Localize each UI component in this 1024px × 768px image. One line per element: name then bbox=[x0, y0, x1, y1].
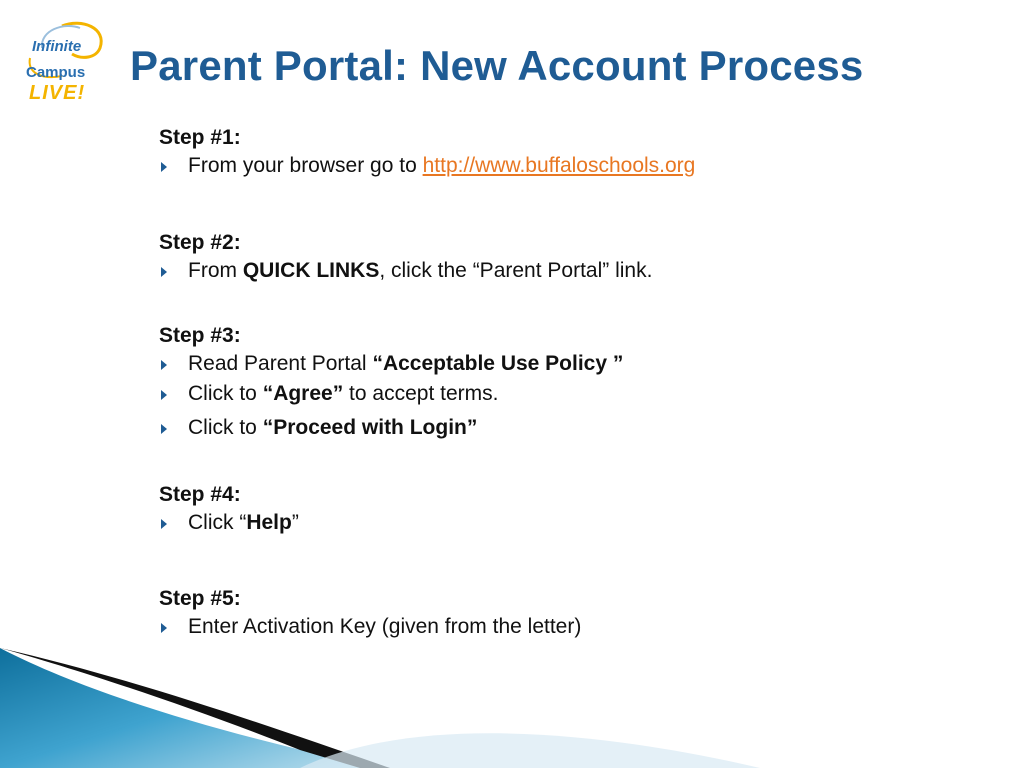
step-5 bbox=[159, 586, 581, 642]
bullet-arrow-icon bbox=[161, 390, 167, 400]
bullet-text-pre: Click to bbox=[188, 382, 263, 405]
logo-text-campus: Campus bbox=[26, 64, 86, 81]
bullet-text: From your browser go to bbox=[188, 154, 423, 177]
step-heading: Step #5: bbox=[159, 587, 241, 610]
step-bullet bbox=[159, 413, 623, 443]
bullet-text-post: ” bbox=[291, 511, 299, 534]
bullet-arrow-icon bbox=[161, 623, 167, 633]
step-bullet bbox=[159, 151, 695, 181]
step-bullet bbox=[159, 612, 581, 642]
step-heading: Step #4: bbox=[159, 483, 241, 506]
step-heading: Step #1: bbox=[159, 126, 241, 149]
step-bullet bbox=[159, 379, 623, 409]
bullet-text-bold: “Acceptable Use Policy ” bbox=[372, 352, 624, 375]
bullet-arrow-icon bbox=[161, 360, 167, 370]
bullet-text-bold: QUICK LINKS bbox=[242, 259, 380, 282]
decorative-swoosh bbox=[0, 640, 1024, 768]
bullet-text-pre: Enter Activation Key (given from the letter) bbox=[188, 615, 582, 638]
bullet-text-pre: Click to bbox=[188, 416, 263, 439]
bullet-text-post: , click the “Parent Portal” link. bbox=[379, 259, 653, 282]
step-bullet bbox=[159, 349, 623, 379]
swoosh-light-shape bbox=[300, 733, 760, 768]
bullet-text-post: to accept terms. bbox=[343, 382, 499, 405]
bullet-arrow-icon bbox=[161, 519, 167, 529]
logo-text-live: LIVE! bbox=[29, 82, 86, 104]
buffaloschools-link[interactable]: http://www.buffaloschools.org bbox=[422, 154, 696, 177]
step-4 bbox=[159, 482, 299, 538]
page-title: Parent Portal: New Account Process bbox=[130, 42, 864, 89]
bullet-arrow-icon bbox=[161, 267, 167, 277]
bullet-arrow-icon bbox=[161, 424, 167, 434]
step-bullet bbox=[159, 256, 652, 286]
step-2 bbox=[159, 230, 652, 286]
step-3 bbox=[159, 323, 623, 443]
infinite-campus-live-logo bbox=[22, 18, 114, 110]
step-heading: Step #2: bbox=[159, 231, 241, 254]
bullet-arrow-icon bbox=[161, 162, 167, 172]
bullet-text-bold: “Agree” bbox=[262, 382, 344, 405]
step-heading: Step #3: bbox=[159, 324, 241, 347]
bullet-text-pre: Read Parent Portal bbox=[188, 352, 373, 375]
bullet-text-pre: From bbox=[188, 259, 243, 282]
bullet-text-pre: Click “ bbox=[188, 511, 247, 534]
bullet-text-bold: Help bbox=[246, 511, 292, 534]
step-bullet bbox=[159, 508, 299, 538]
bullet-text-bold: “Proceed with Login” bbox=[262, 416, 478, 439]
logo-text-infinite: Infinite bbox=[32, 38, 82, 55]
step-1 bbox=[159, 125, 695, 181]
